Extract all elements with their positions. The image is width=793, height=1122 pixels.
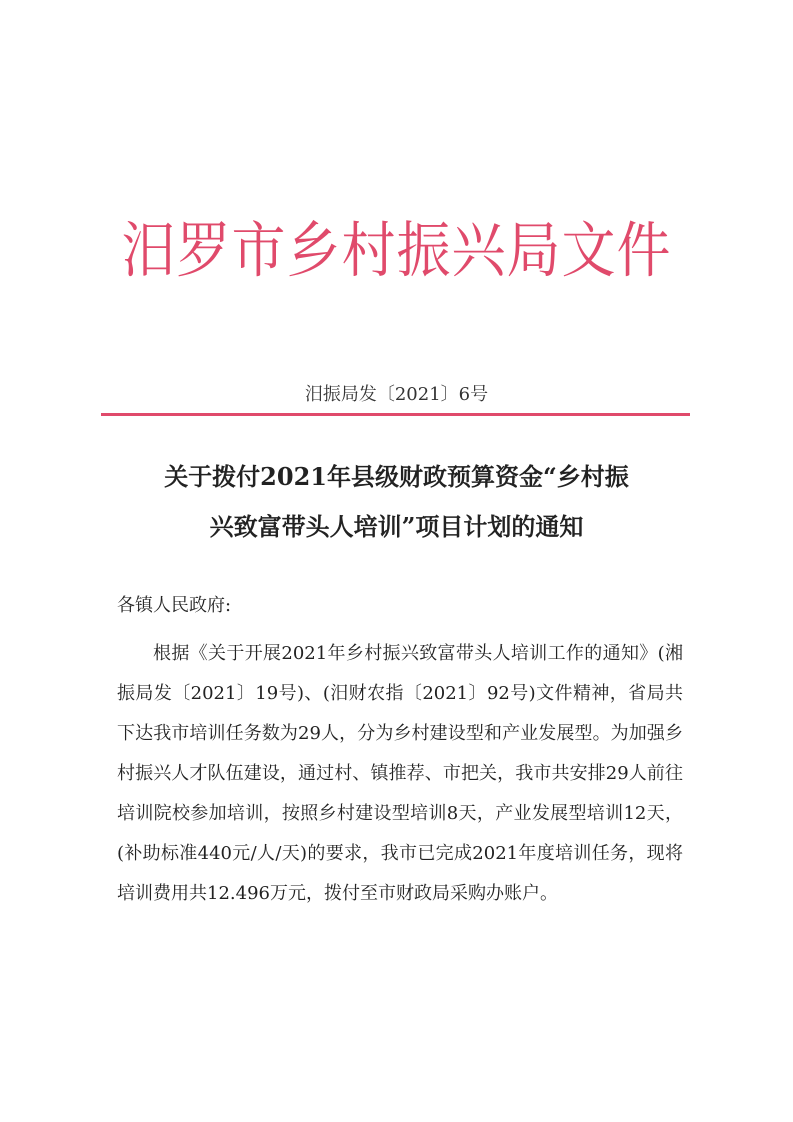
issuer-header: 汨罗市乡村振兴局文件	[121, 214, 672, 286]
addressee: 各镇人民政府:	[117, 595, 232, 616]
title-line-1: 关于拨付2021年县级财政预算资金“乡村振	[164, 462, 629, 491]
title-line-2: 兴致富带头人培训”项目计划的通知	[209, 512, 584, 541]
red-divider-line	[101, 413, 690, 416]
document-number: 汨振局发〔2021〕6号	[304, 384, 489, 405]
body-paragraph: 根据《关于开展2021年乡村振兴致富带头人培训工作的通知》(湘振局发〔2021〕19号)、(汨财农指〔2021〕92号)文件精神，省局共下达我市培训任务数为29人，分为乡村建设型和产业发展型。为加强乡村振兴人才队伍建设，通过村、镇推荐、市把关，我市共安排29人前往培训院校参加培训，按照乡村建设型培训8天，产业发展型培训12天，(补助标准440元/人/天)的要求，我市已完成2021年度培训任务，现将培训费用共12.496万元，拨付至市财政局采购办账户。	[117, 643, 683, 904]
document-title	[90, 452, 703, 552]
